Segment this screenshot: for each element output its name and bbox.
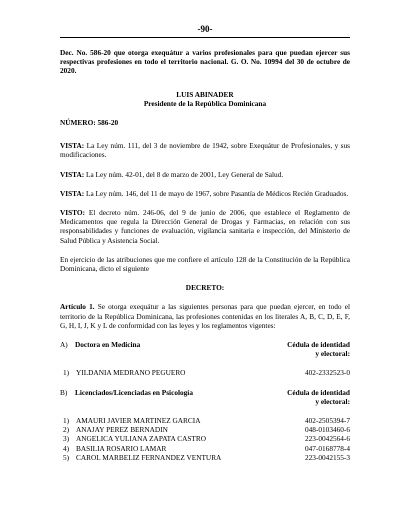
list-item — [63, 444, 350, 453]
document-body — [60, 48, 350, 462]
vista-paragraph — [60, 170, 350, 179]
item-index: 1) — [63, 368, 70, 378]
id-header-line1: Cédula de identidad — [287, 387, 350, 397]
section-letter: A) — [60, 340, 68, 350]
preamble-paragraph: En ejercicio de las atribuciones que me confiere el artículo 128 de la Constitución de la República Dominicana, dicto el siguiente — [60, 254, 350, 274]
person-name: YILDANIA MEDRANO PEGUERO — [76, 368, 186, 378]
list-item — [63, 416, 350, 425]
id-column-header — [287, 388, 350, 406]
person-id: 047-0168778-4 — [305, 443, 350, 453]
person-name: AMAURI JAVIER MARTINEZ GARCIA — [76, 416, 201, 426]
list-item — [63, 368, 350, 377]
item-index: 1) — [63, 416, 70, 426]
item-index: 4) — [63, 443, 70, 453]
decreto-heading: DECRETO: — [185, 283, 225, 293]
vista-text: La Ley núm. 42-01, del 8 de marzo de 2001, Ley General de Salud. — [84, 169, 284, 179]
vista-label: VISTA: — [60, 141, 85, 151]
section-title: Licenciados/Licenciadas en Psicología — [75, 387, 193, 397]
person-id: 048-0103460-6 — [305, 425, 350, 435]
person-id: 402-2332523-0 — [305, 368, 350, 378]
section-b-header — [60, 388, 350, 406]
list-item — [63, 425, 350, 434]
section-a-header — [60, 340, 350, 358]
vista-label: VISTA: — [60, 188, 85, 198]
visto-text: El decreto núm. 246-06, del 9 de junio de 2006, que establece el Reglamento de Medicamentos que regula la Dirección General de Drogas y Farmacias, en relación con sus responsabilidades y funciones de evaluación, vigilancia sanitaria e inspección, del Ministerio de Salud Pública y Asistencia Social. — [60, 208, 350, 245]
item-index: 5) — [63, 452, 70, 462]
page-number: -90- — [197, 24, 213, 34]
id-column-header — [287, 340, 350, 358]
person-id: 402-2505394-7 — [305, 416, 350, 426]
id-header-line2: y electoral: — [315, 349, 350, 359]
list-item — [63, 434, 350, 443]
list-item — [63, 453, 350, 462]
president-name: LUIS ABINADER — [176, 89, 234, 99]
person-name: ANGELICA YULIANA ZAPATA CASTRO — [76, 434, 207, 444]
section-a-list — [60, 368, 350, 377]
item-index: 3) — [63, 434, 70, 444]
vista-text: La Ley núm. 146, del 11 de mayo de 1967, sobre Pasantía de Médicos Recién Graduados. — [84, 188, 349, 198]
id-header-line2: y electoral: — [315, 396, 350, 406]
item-index: 2) — [63, 425, 70, 435]
section-title: Doctora en Medicina — [75, 340, 141, 350]
vista-paragraph — [60, 189, 350, 198]
header-rule — [60, 37, 350, 38]
section-b-list — [60, 416, 350, 462]
person-name: BASILIA ROSARIO LAMAR — [76, 443, 167, 453]
article-1-text: Se otorga exequátur a las siguientes personas para que puedan ejercer, en todo el territorio de la República Dominicana, las profesiones contenidas en los literales A, B, C, D, E, F, G, H, I, J, K y L de conformidad con las leyes y los reglamentos vigentes: — [60, 302, 350, 330]
vista-paragraph — [60, 141, 350, 159]
person-id: 223-0042564-6 — [305, 434, 350, 444]
vista-text: La Ley núm. 111, del 3 de noviembre de 1942, sobre Exequátur de Profesionales, y sus modificaciones. — [60, 141, 350, 160]
visto-label: VISTO: — [60, 208, 86, 218]
president-title: Presidente de la República Dominicana — [143, 98, 267, 108]
decree-intro: Dec. No. 586-20 que otorga exequátur a varios profesionales para que puedan ejercer sus respectivas profesiones en todo el territorio nacional. G. O. No. 10994 del 30 de octubre de 2020. — [60, 48, 350, 76]
id-header-line1: Cédula de identidad — [287, 340, 350, 350]
vista-label: VISTA: — [60, 169, 85, 179]
decree-number: NÚMERO: 586-20 — [60, 118, 119, 128]
person-name: CAROL MARBELIZ FERNANDEZ VENTURA — [76, 452, 222, 462]
article-1-paragraph — [60, 302, 350, 330]
person-name: ANAJAY PEREZ BERNADIN — [76, 425, 168, 435]
person-id: 223-0042155-3 — [305, 452, 350, 462]
section-letter: B) — [60, 387, 68, 397]
article-1-label: Artículo 1. — [60, 302, 95, 312]
visto-paragraph — [60, 208, 350, 245]
